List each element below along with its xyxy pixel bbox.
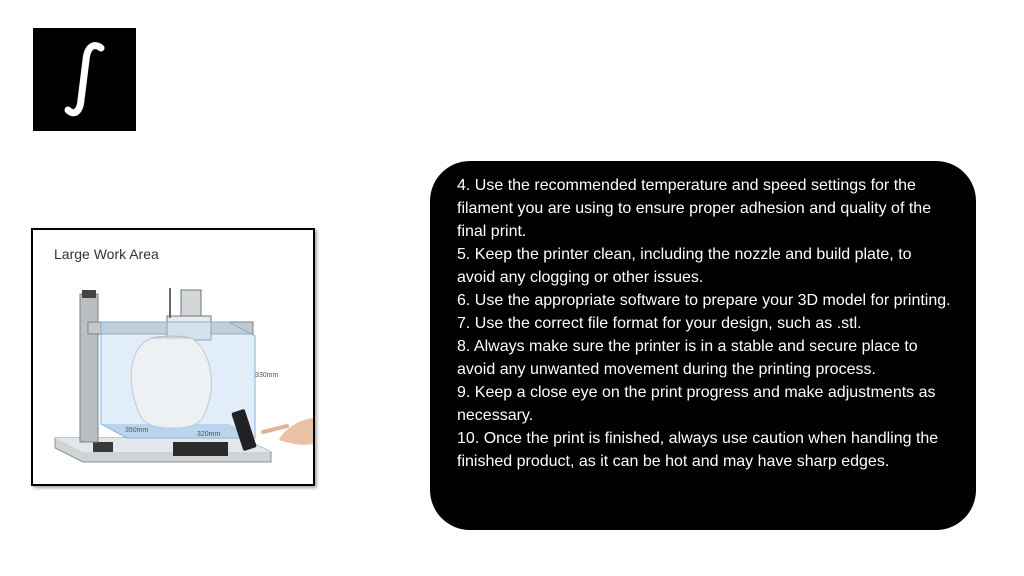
tip-item: 4. Use the recommended temperature and speed settings for the filament you are using to ensure proper adhesion and quality of the final print. <box>457 177 932 240</box>
tips-list <box>457 174 952 473</box>
tip-item: 6. Use the appropriate software to prepare your 3D model for printing. <box>457 292 951 309</box>
tip-item: 5. Keep the printer clean, including the nozzle and build plate, to avoid any clogging or other issues. <box>457 246 912 286</box>
printer-image <box>31 228 315 486</box>
depth-dimension-label: 320mm <box>197 431 221 438</box>
tip-item: 10. Once the print is finished, always use caution when handling the finished product, as it can be hot and may have sharp edges. <box>457 430 939 470</box>
printer-illustration <box>33 230 313 484</box>
tip-item: 9. Keep a close eye on the print progress and make adjustments as necessary. <box>457 384 936 424</box>
integral-logo-icon <box>33 28 136 131</box>
tip-item: 8. Always make sure the printer is in a stable and secure place to avoid any unwanted movement during the printing process. <box>457 338 918 378</box>
tips-panel <box>430 161 976 530</box>
brand-logo <box>33 28 136 131</box>
tip-item: 7. Use the correct file format for your design, such as .stl. <box>457 315 862 332</box>
height-dimension-label: 330mm <box>255 372 279 379</box>
width-dimension-label: 350mm <box>125 427 149 434</box>
figure-title: Large Work Area <box>54 246 159 262</box>
